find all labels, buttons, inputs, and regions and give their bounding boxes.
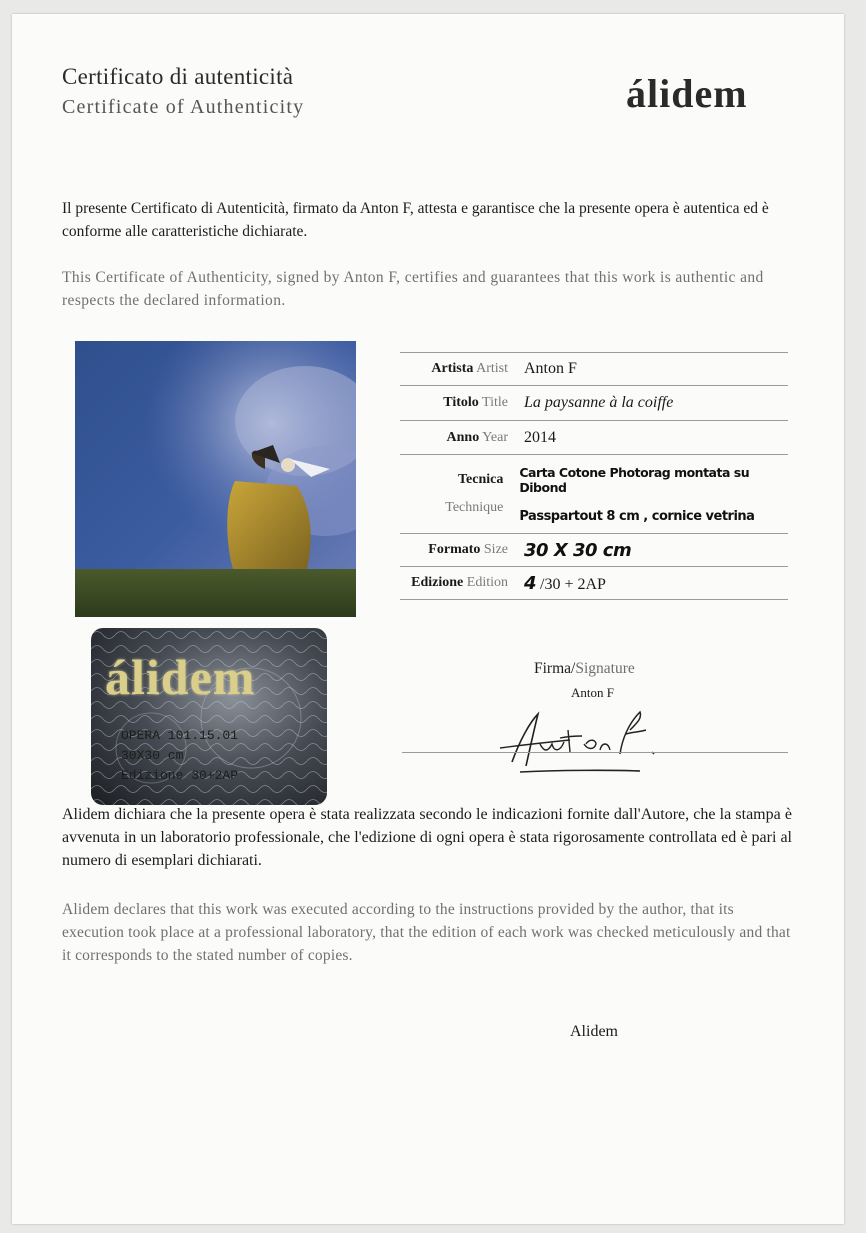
edition-value: [524, 573, 606, 594]
edition-total: /30 + 2AP: [540, 575, 606, 593]
certificate-sheet: [12, 14, 844, 1224]
row-title: [400, 385, 788, 420]
row-year: [400, 420, 788, 454]
artist-label: Artista Artist: [431, 361, 508, 376]
intro-english: This Certificate of Authenticity, signed by Anton F, certifies and guarantees that this work is authentic and respects the declared information.: [62, 269, 764, 309]
title-value: La paysanne à la coiffe: [524, 394, 674, 411]
title-english: Certificate of Authenticity: [62, 96, 305, 118]
hologram-code-1: OPERA 101.15.01: [121, 728, 239, 743]
technique-value: [519, 465, 788, 524]
row-size: [400, 533, 788, 566]
handwritten-signature: [490, 700, 670, 780]
hologram-code-3: Edizione 30+2AP: [121, 768, 239, 783]
year-value: 2014: [524, 428, 556, 446]
edition-number: 4: [524, 572, 537, 594]
artist-value: Anton F: [524, 360, 577, 377]
title-italian: Certificato di autenticità: [62, 64, 294, 89]
size-value: 30 X 30 cm: [524, 539, 632, 561]
size-label: Formato Size: [428, 542, 508, 557]
brand-logo: álidem: [626, 71, 748, 116]
technique-line-2: Passpartout 8 cm , cornice vetrina: [519, 508, 755, 524]
edition-label: Edizione Edition: [411, 575, 508, 590]
signature-line: [402, 752, 788, 753]
intro-italian: Il presente Certificato di Autenticità, firmato da Anton F, attesta e garantisce che la presente opera è autentica ed è conforme alle caratteristiche dichiarate.: [62, 200, 769, 240]
row-edition: [400, 566, 788, 600]
hologram-sticker: [91, 628, 327, 805]
details-table: [400, 352, 788, 600]
closing-italian: Alidem dichiara che la presente opera è stata realizzata secondo le indicazioni fornite dall'Autore, che la stampa è avvenuta in un laboratorio professionale, che l'edizione di ogni opera è stata rigorosamente controllata ed è pari al numero di esemplari dichiarati.: [62, 806, 792, 869]
row-technique: [400, 454, 788, 533]
signature-heading: Firma/Signature: [534, 660, 635, 677]
row-artist: [400, 352, 788, 385]
sign-off: Alidem: [570, 1023, 618, 1040]
hologram-code-2: 30X30 cm: [121, 748, 184, 763]
technique-label: Tecnica Technique: [445, 472, 504, 515]
signature-name: Anton F: [571, 685, 614, 700]
closing-english: Alidem declares that this work was executed according to the instructions provided by the author, that its execution took place at a professional laboratory, that the edition of each work was checked meticulously and that it corresponds to the stated number of copies.: [62, 901, 791, 964]
title-label: Titolo Title: [443, 395, 508, 410]
hologram-brand: álidem: [105, 649, 256, 705]
year-label: Anno Year: [446, 429, 508, 445]
technique-line-1: Carta Cotone Photorag montata su Dibond: [519, 464, 750, 495]
artwork-image: [75, 341, 356, 617]
